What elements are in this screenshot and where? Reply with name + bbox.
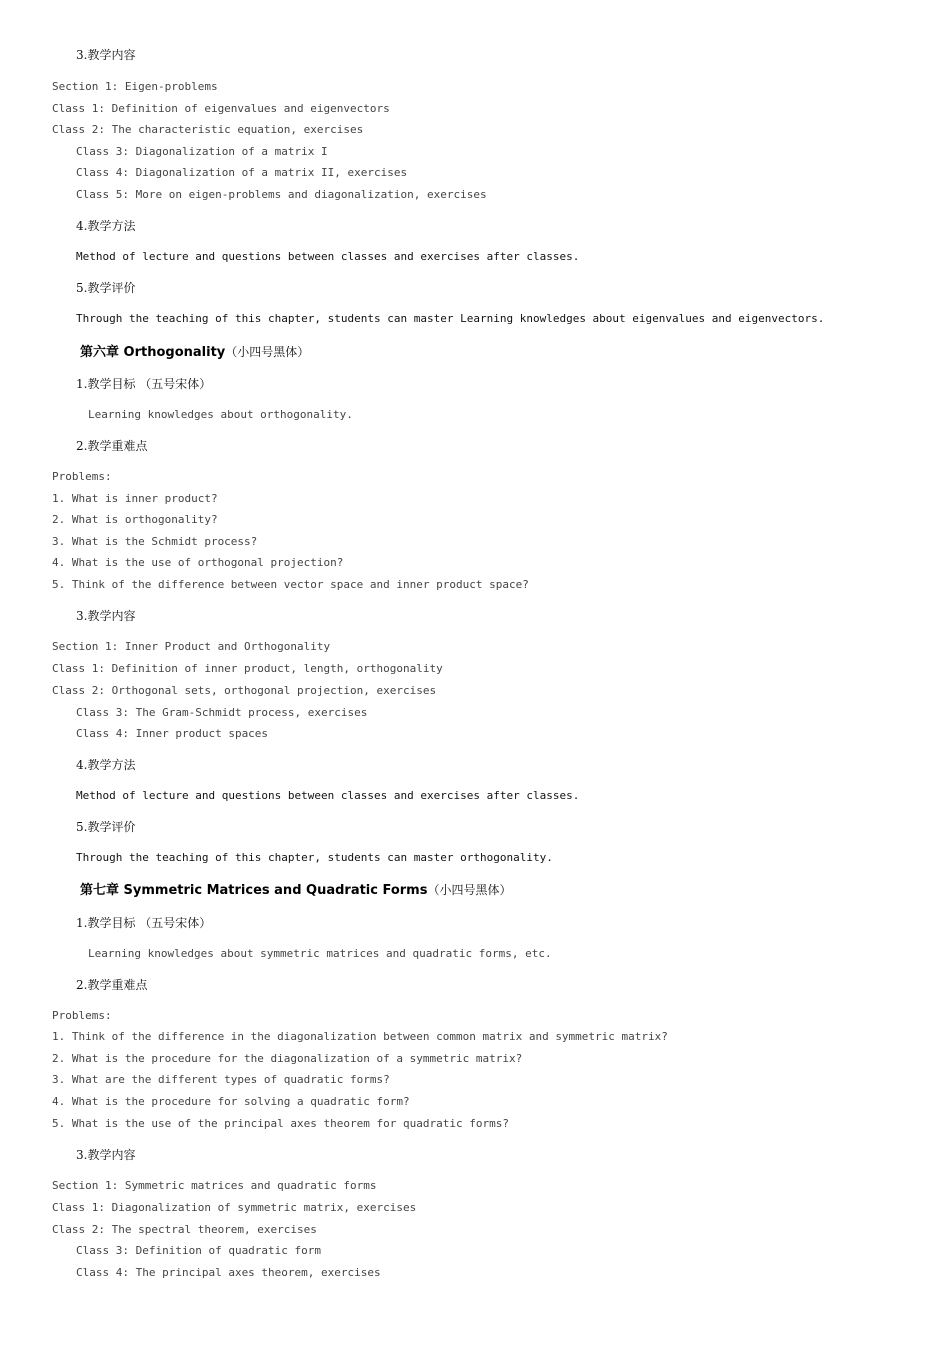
ch6-method-heading: 4.教学方法 — [76, 758, 136, 772]
ch6-problems-label: Problems: — [52, 470, 112, 483]
ch5-eval-heading: 5.教学评价 — [76, 281, 136, 295]
ch5-content-line: Class 5: More on eigen-problems and diagonalization, exercises — [76, 188, 487, 201]
ch7-problem: 3. What are the different types of quadratic forms? — [52, 1073, 390, 1086]
ch7-key-heading: 2.教学重难点 — [76, 978, 148, 992]
ch7-problem: 5. What is the use of the principal axes theorem for quadratic forms? — [52, 1117, 509, 1130]
ch7-content-line: Class 1: Diagonalization of symmetric matrix, exercises — [52, 1201, 417, 1214]
ch6-method-text: Method of lecture and questions between classes and exercises after classes. — [76, 789, 580, 802]
ch6-problem: 1. What is inner product? — [52, 492, 218, 505]
ch7-title-note: （小四号黑体） — [427, 883, 512, 897]
ch6-goal-text: Learning knowledges about orthogonality. — [88, 408, 353, 421]
ch5-content-line: Class 4: Diagonalization of a matrix II, exercises — [76, 166, 408, 179]
ch7-content-line: Section 1: Symmetric matrices and quadratic forms — [52, 1179, 377, 1192]
ch5-method-text: Method of lecture and questions between classes and exercises after classes. — [76, 250, 580, 263]
ch6-goal-heading: 1.教学目标 （五号宋体） — [76, 377, 212, 391]
ch7-problem: 4. What is the procedure for solving a quadratic form? — [52, 1095, 410, 1108]
ch7-content-heading: 3.教学内容 — [76, 1148, 136, 1162]
ch6-problem: 5. Think of the difference between vector space and inner product space? — [52, 578, 529, 591]
ch6-content-heading: 3.教学内容 — [76, 609, 136, 623]
ch6-problem: 3. What is the Schmidt process? — [52, 535, 258, 548]
ch5-content-line: Class 2: The characteristic equation, exercises — [52, 123, 364, 136]
ch6-title-note: （小四号黑体） — [225, 345, 310, 359]
ch6-key-heading: 2.教学重难点 — [76, 439, 148, 453]
ch7-content-line: Class 2: The spectral theorem, exercises — [52, 1223, 317, 1236]
ch5-method-heading: 4.教学方法 — [76, 219, 136, 233]
ch7-title — [80, 883, 512, 898]
ch6-title-text: 第六章 Orthogonality — [80, 345, 226, 360]
ch7-content-line: Class 4: The principal axes theorem, exercises — [76, 1266, 381, 1279]
ch7-goal-heading: 1.教学目标 （五号宋体） — [76, 916, 212, 930]
ch5-content-line: Class 3: Diagonalization of a matrix I — [76, 145, 328, 158]
ch5-content-heading: 3.教学内容 — [76, 48, 136, 62]
ch7-problems-label: Problems: — [52, 1009, 112, 1022]
ch5-content-line: Class 1: Definition of eigenvalues and eigenvectors — [52, 102, 390, 115]
ch7-content-line: Class 3: Definition of quadratic form — [76, 1244, 322, 1257]
ch6-content-line: Class 3: The Gram-Schmidt process, exercises — [76, 706, 368, 719]
ch6-eval-heading: 5.教学评价 — [76, 820, 136, 834]
ch6-content-line: Class 4: Inner product spaces — [76, 727, 269, 740]
ch7-problem: 1. Think of the difference in the diagonalization between common matrix and symmetric matrix? — [52, 1030, 668, 1043]
ch5-eval-text: Through the teaching of this chapter, students can master Learning knowledges about eigenvalues and eigenvectors. — [76, 312, 825, 325]
ch6-problem: 4. What is the use of orthogonal projection? — [52, 556, 344, 569]
ch6-content-line: Class 1: Definition of inner product, length, orthogonality — [52, 662, 443, 675]
ch7-title-text: 第七章 Symmetric Matrices and Quadratic Forms — [80, 883, 428, 898]
ch6-problem: 2. What is orthogonality? — [52, 513, 218, 526]
ch6-content-line: Class 2: Orthogonal sets, orthogonal projection, exercises — [52, 684, 437, 697]
ch6-eval-text: Through the teaching of this chapter, students can master orthogonality. — [76, 851, 553, 864]
ch6-title — [80, 345, 309, 360]
ch7-problem: 2. What is the procedure for the diagonalization of a symmetric matrix? — [52, 1052, 523, 1065]
ch6-content-line: Section 1: Inner Product and Orthogonality — [52, 640, 331, 653]
ch5-content-line: Section 1: Eigen-problems — [52, 80, 218, 93]
ch7-goal-text: Learning knowledges about symmetric matrices and quadratic forms, etc. — [88, 947, 552, 960]
